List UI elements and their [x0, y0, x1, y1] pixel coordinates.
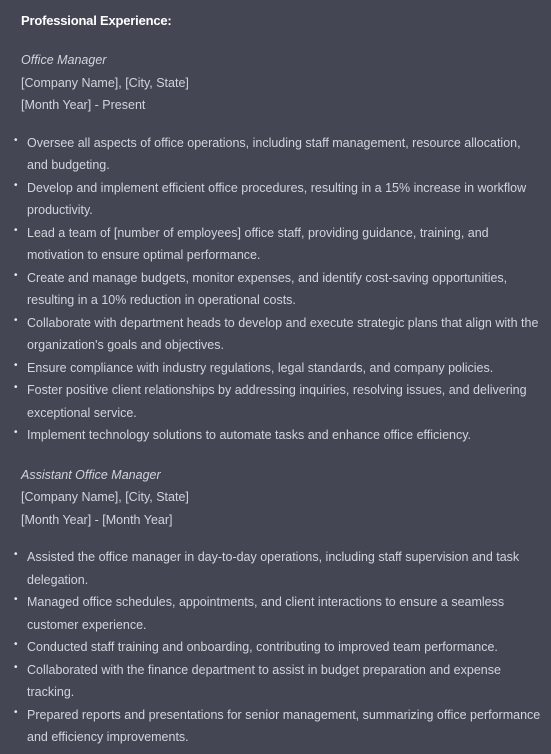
duty-item — [14, 132, 541, 177]
duties-list — [14, 546, 541, 749]
duty-item — [14, 704, 541, 749]
job-company: [Company Name], [City, State] — [21, 490, 189, 504]
bullet-icon: • — [14, 314, 18, 326]
duty-text: Collaborated with the finance department to assist in budget preparation and expense tracking. — [27, 662, 501, 699]
job-title: Office Manager — [21, 53, 107, 67]
duty-item — [14, 379, 541, 424]
duty-text: Conducted staff training and onboarding, contributing to improved team performance. — [27, 640, 498, 654]
duty-text: Prepared reports and presentations for senior management, summarizing office performance and efficiency improvements. — [27, 707, 541, 744]
bullet-icon: • — [14, 661, 18, 673]
bullet-icon: • — [14, 382, 18, 393]
duty-item — [14, 636, 541, 659]
duty-item — [14, 177, 541, 222]
bullet-icon: • — [14, 549, 18, 560]
job-dates: [Month Year] - [Month Year] — [21, 512, 173, 527]
duty-text: Lead a team of [number of employees] office staff, providing guidance, training, and motivation to ensure optimal performance. — [27, 225, 489, 262]
duty-text: Collaborate with department heads to develop and execute strategic plans that align with the organization's goals and objectives. — [27, 315, 539, 352]
bullet-icon: • — [14, 224, 18, 236]
duty-text: Implement technology solutions to automate tasks and enhance office efficiency. — [27, 428, 472, 442]
duty-item — [14, 222, 541, 267]
bullet-icon: • — [14, 179, 18, 191]
duty-item — [14, 357, 541, 380]
bullet-icon: • — [14, 134, 18, 146]
duty-item — [14, 267, 541, 312]
duty-item — [14, 591, 541, 636]
duty-item — [14, 659, 541, 704]
bullet-icon: • — [14, 706, 18, 718]
bullet-icon: • — [14, 639, 18, 650]
duty-text: Ensure compliance with industry regulations, legal standards, and company policies. — [27, 360, 494, 375]
duty-text: Create and manage budgets, monitor expenses, and identify cost-saving opportunities, resulting in a 10% reduction in operational costs. — [27, 270, 508, 307]
bullet-icon: • — [14, 269, 18, 281]
job-entry — [14, 49, 541, 447]
duty-text: Oversee all aspects of office operations, including staff management, resource allocation, and budgeting. — [27, 135, 521, 172]
duty-item — [14, 312, 541, 357]
duty-item — [14, 546, 541, 591]
duty-text: Develop and implement efficient office procedures, resulting in a 15% increase in workflow productivity. — [27, 180, 527, 217]
chat-message-content — [14, 11, 541, 749]
bullet-icon: • — [14, 427, 18, 438]
duty-item — [14, 424, 541, 447]
bullet-icon: • — [14, 594, 18, 605]
duty-text: Assisted the office manager in day-to-day operations, including staff supervision and task delegation. — [27, 550, 520, 587]
bullet-icon: • — [14, 359, 18, 371]
section-heading: Professional Experience: — [21, 13, 172, 28]
duty-text: Foster positive client relationships by addressing inquiries, resolving issues, and delivering exceptional service. — [27, 383, 527, 420]
job-title: Assistant Office Manager — [21, 467, 161, 482]
job-entry — [14, 464, 541, 749]
duty-text: Managed office schedules, appointments, and client interactions to ensure a seamless customer experience. — [27, 595, 505, 632]
duties-list — [14, 132, 541, 447]
job-dates: [Month Year] - Present — [21, 98, 146, 112]
job-company: [Company Name], [City, State] — [21, 75, 189, 90]
